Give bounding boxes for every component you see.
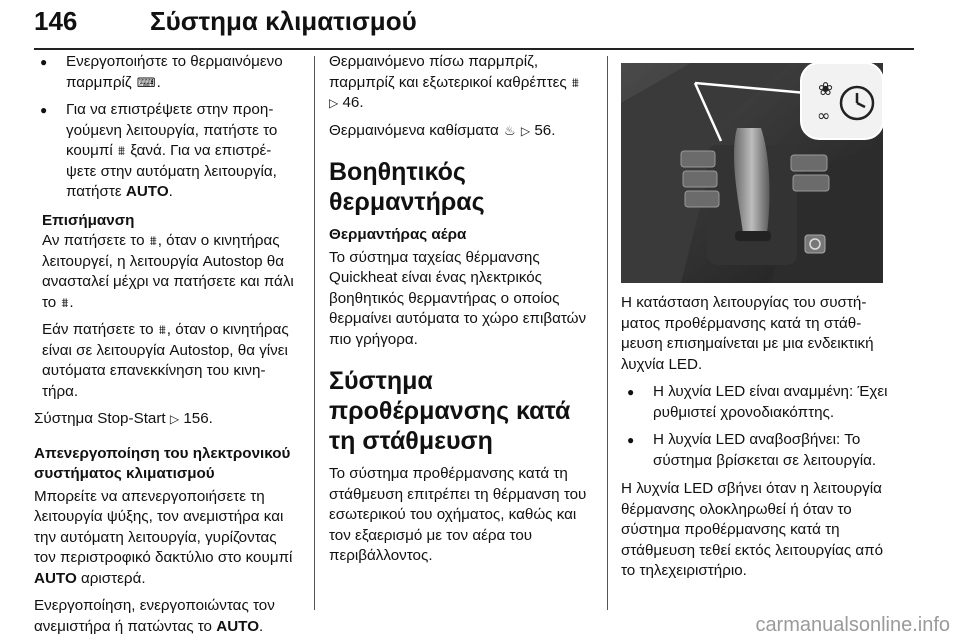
heated-seat-icon: ♨ <box>504 122 516 138</box>
svg-text:∞: ∞ <box>817 106 831 125</box>
bullet-led-on: ● Η λυχνία LED είναι αναμμένη: Έχει ρυθμιστεί χρονοδιακόπτης. <box>621 382 891 423</box>
column-3 <box>621 52 891 589</box>
reference-stop-start[interactable]: Σύστημα Stop-Start ▷ 156. <box>34 409 296 430</box>
auto-label: AUTO <box>125 183 169 200</box>
paragraph-led-status: Η κατάσταση λειτουργίας του συστήματος προθέρμανσης κατά τη στάθμευση επισημαίνεται με μια ενδεικτική λυχνία LED. <box>621 294 874 373</box>
rear-defrost-icon: ⩩ <box>571 74 579 90</box>
note-paragraph-1: Αν πατήσετε το ⩩, όταν ο κινητήρας λειτουργεί, η λειτουργία Autostop θα ανασταλεί μέχρι να πατήσετε και πάλι το ⩩. <box>42 231 296 313</box>
rear-defrost-icon: ⩩ <box>158 322 166 337</box>
page-number: 146 <box>34 6 78 36</box>
bullet-return: ● Για να επιστρέψετε στην προηγούμενη λειτουργία, πατήστε το κουμπί ⩩ ξανά. Για να επιστρέψετε στην αυτόματη λειτουργία, πατήστε AUTO. <box>34 100 296 203</box>
paragraph-led-off: Η λυχνία LED σβήνει όταν η λειτουργία θέρμανσης ολοκληρωθεί ή όταν το σύστημα προθέρμανσης κατά τη στάθμευση τεθεί εκτός λειτουργίας από το τηλεχειριστήριο. <box>621 480 884 579</box>
rear-defrost-icon: ⩩ <box>61 294 69 310</box>
rear-defrost-icon: ⩩ <box>149 233 157 248</box>
paragraph-parking-heater: Το σύστημα προθέρμανσης κατά τη στάθμευση επιτρέπει τη θέρμανση του εσωτερικού του οχήματος, καθώς και τον εξαερισμό με τον αέρα του περιβάλλοντος. <box>329 465 587 564</box>
reference-arrow-icon: ▷ <box>520 123 531 138</box>
reference-arrow-icon: ▷ <box>329 96 339 110</box>
column-divider <box>607 56 608 610</box>
reference-arrow-icon: ▷ <box>169 412 180 426</box>
page-title: Σύστημα κλιματισμού <box>150 6 417 36</box>
heading-parking-heater: Σύστημα προθέρμανσης κατά τη στάθμευση <box>329 367 571 455</box>
auto-label: AUTO <box>34 569 77 587</box>
column-2 <box>329 52 591 574</box>
note-heading: Επισήμανση <box>42 211 135 229</box>
rear-defrost-icon: ⩩ <box>118 143 125 158</box>
bullet-windshield: ● Ενεργοποιήστε το θερμαινόμενο παρμπρίζ ⌨. <box>34 52 296 93</box>
section-heading-deactivation: Απενεργοποίηση του ηλεκτρονικού συστήματος κλιματισμού <box>34 444 291 482</box>
note-paragraph-2: Εάν πατήσετε το ⩩, όταν ο κινητήρας είναι σε λειτουργία Autostop, θα γίνει αυτόματα επανεκκίνηση του κινητήρα. <box>42 321 289 400</box>
note-block <box>42 211 296 403</box>
reference-heated-seats[interactable]: Θερμαινόμενα καθίσματα ♨ ▷ 56. <box>329 121 591 142</box>
bullet-led-flashing: ● Η λυχνία LED αναβοσβήνει: Το σύστημα βρίσκεται σε λειτουργία. <box>621 430 891 471</box>
auto-label: AUTO <box>216 617 260 635</box>
console-photo <box>621 63 883 283</box>
paragraph-activation: Ενεργοποίηση, ενεργοποιώντας τον ανεμιστήρα ή πατώντας το AUTO. <box>34 597 275 635</box>
heated-windshield-icon: ⌨ <box>136 74 156 90</box>
paragraph-quickheat: Το σύστημα ταχείας θέρμανσης Quickheat είναι ένας ηλεκτρικός βοηθητικός θερμαντήρας ο οποίος θερμαίνει αυτόματα το χώρο επιβατών πιο γρήγορα. <box>329 248 587 348</box>
heading-air-heater: Θερμαντήρας αέρα <box>329 226 467 243</box>
svg-text:❀: ❀ <box>818 79 834 100</box>
column-1 <box>34 52 296 644</box>
heading-auxiliary-heater: Βοηθητικός θερμαντήρας <box>329 158 485 216</box>
column-divider <box>314 56 315 610</box>
paragraph-deactivation: Μπορείτε να απενεργοποιήσετε τη λειτουργία ψύξης, τον ανεμιστήρα και την αυτόματη λειτουργία, γυρίζοντας τον περιστροφικό δακτύλιο στο κουμπί AUTO αριστερά. <box>34 487 293 587</box>
page-header <box>34 4 914 44</box>
reference-heated-windows[interactable]: Θερμαινόμενο πίσω παρμπρίζ, παρμπρίζ και εξωτερικοί καθρέπτες ⩩ ▷ 46. <box>329 52 591 114</box>
watermark: carmanualsonline.info <box>755 614 950 636</box>
header-rule <box>34 48 914 50</box>
